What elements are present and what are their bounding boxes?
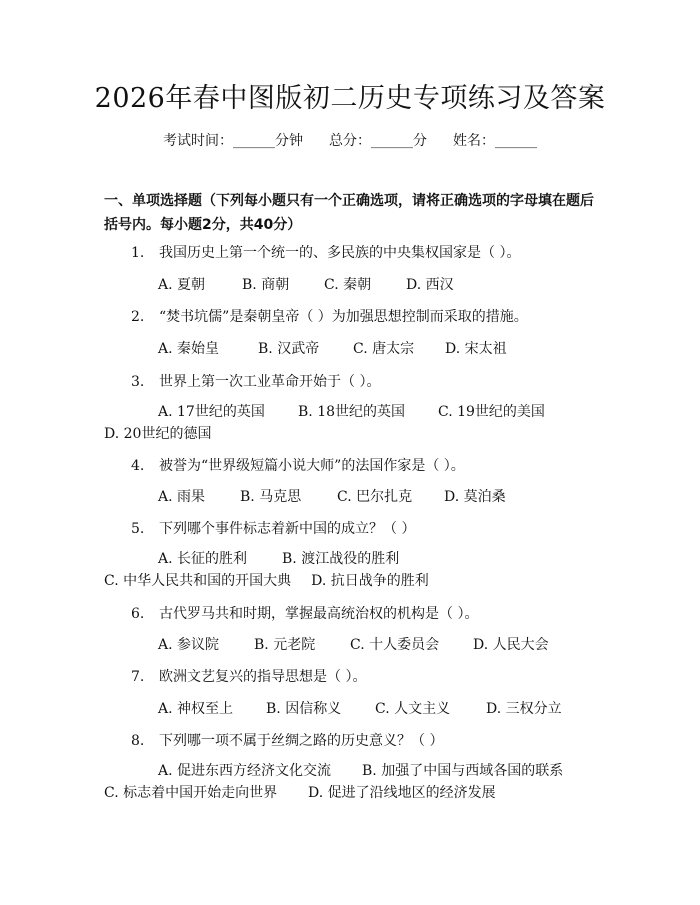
option-c: C. 人文主义	[375, 701, 451, 717]
option-c: C. 中华人民共和国的开国大典	[104, 573, 292, 589]
student-name-field: 姓名：______	[453, 133, 537, 149]
option-d: D. 促进了沿线地区的经济发展	[308, 785, 496, 801]
question-text: 下列哪个事件标志着新中国的成立？（ ）	[159, 521, 416, 537]
option-b: B. 渡江战役的胜利	[282, 551, 400, 567]
question-4	[131, 456, 601, 476]
option-c: C. 巴尔扎克	[337, 489, 413, 505]
question-text: 被誉为“世界级短篇小说大师”的法国作家是（ ）。	[159, 458, 465, 474]
options-4	[104, 486, 604, 508]
options-2	[104, 338, 604, 360]
question-3	[131, 372, 601, 392]
question-text: 我国历史上第一个统一的、多民族的中央集权国家是（ ）。	[159, 245, 521, 261]
options-6	[104, 634, 604, 656]
option-d: D. 莫泊桑	[444, 489, 506, 505]
option-a: A. 雨果	[158, 489, 206, 505]
options-3	[104, 401, 604, 445]
option-b: B. 商朝	[242, 277, 290, 293]
option-b: B. 加强了中国与西域各国的联系	[362, 763, 564, 779]
question-number: 8.	[131, 733, 145, 749]
option-a: A. 秦始皇	[158, 341, 220, 357]
options-5	[104, 548, 604, 592]
option-c: C. 秦朝	[324, 277, 372, 293]
question-number: 3.	[131, 374, 145, 390]
question-text: “焚书坑儒”是秦朝皇帝（ ）为加强思想控制而采取的措施。	[159, 309, 528, 325]
option-d: D. 抗日战争的胜利	[311, 573, 429, 589]
option-a: A. 促进东西方经济文化交流	[158, 763, 332, 779]
question-5	[131, 519, 601, 539]
option-a: A. 神权至上	[158, 701, 234, 717]
option-a: A. 长征的胜利	[158, 551, 248, 567]
options-8	[104, 760, 604, 804]
question-text: 世界上第一次工业革命开始于（ ）。	[159, 374, 381, 390]
question-number: 5.	[131, 521, 145, 537]
option-d: D. 人民大会	[473, 637, 549, 653]
question-number: 6.	[131, 606, 145, 622]
options-1	[104, 274, 604, 296]
total-score-field: 总分：______分	[329, 133, 427, 149]
option-b: B. 汉武帝	[258, 341, 320, 357]
question-number: 7.	[131, 669, 145, 685]
option-c: C. 标志着中国开始走向世界	[104, 785, 278, 801]
question-6	[131, 604, 601, 624]
question-text: 欧洲文艺复兴的指导思想是（ ）。	[159, 669, 367, 685]
option-b: B. 18世纪的英国	[298, 404, 406, 420]
option-d: D. 20世纪的德国	[104, 426, 212, 442]
option-d: D. 宋太祖	[445, 341, 507, 357]
section-heading: 一、单项选择题（下列每小题只有一个正确选项，请将正确选项的字母填在题后括号内。每小题2分，共40分）	[104, 193, 594, 233]
header-info	[0, 131, 700, 151]
question-number: 4.	[131, 458, 145, 474]
question-number: 1.	[131, 245, 145, 261]
page-title: 2026年春中图版初二历史专项练习及答案	[94, 83, 606, 114]
option-d: D. 三权分立	[486, 701, 562, 717]
option-c: C. 唐太宗	[353, 341, 415, 357]
question-text: 古代罗马共和时期，掌握最高统治权的机构是（ ）。	[159, 606, 479, 622]
option-a: A. 夏朝	[158, 277, 206, 293]
question-1	[131, 243, 601, 263]
question-7	[131, 667, 601, 687]
option-b: B. 马克思	[240, 489, 302, 505]
question-number: 2.	[131, 309, 145, 325]
option-c: C. 十人委员会	[350, 637, 440, 653]
option-c: C. 19世纪的美国	[438, 404, 545, 420]
option-b: B. 因信称义	[266, 701, 342, 717]
options-7	[104, 698, 604, 720]
question-8	[131, 731, 601, 751]
option-a: A. 17世纪的英国	[158, 404, 265, 420]
option-d: D. 西汉	[406, 277, 454, 293]
question-text: 下列哪一项不属于丝绸之路的历史意义？（ ）	[159, 733, 444, 749]
option-a: A. 参议院	[158, 637, 220, 653]
question-2	[131, 307, 601, 327]
option-b: B. 元老院	[254, 637, 316, 653]
exam-time-field: 考试时间：______分钟	[163, 133, 303, 149]
